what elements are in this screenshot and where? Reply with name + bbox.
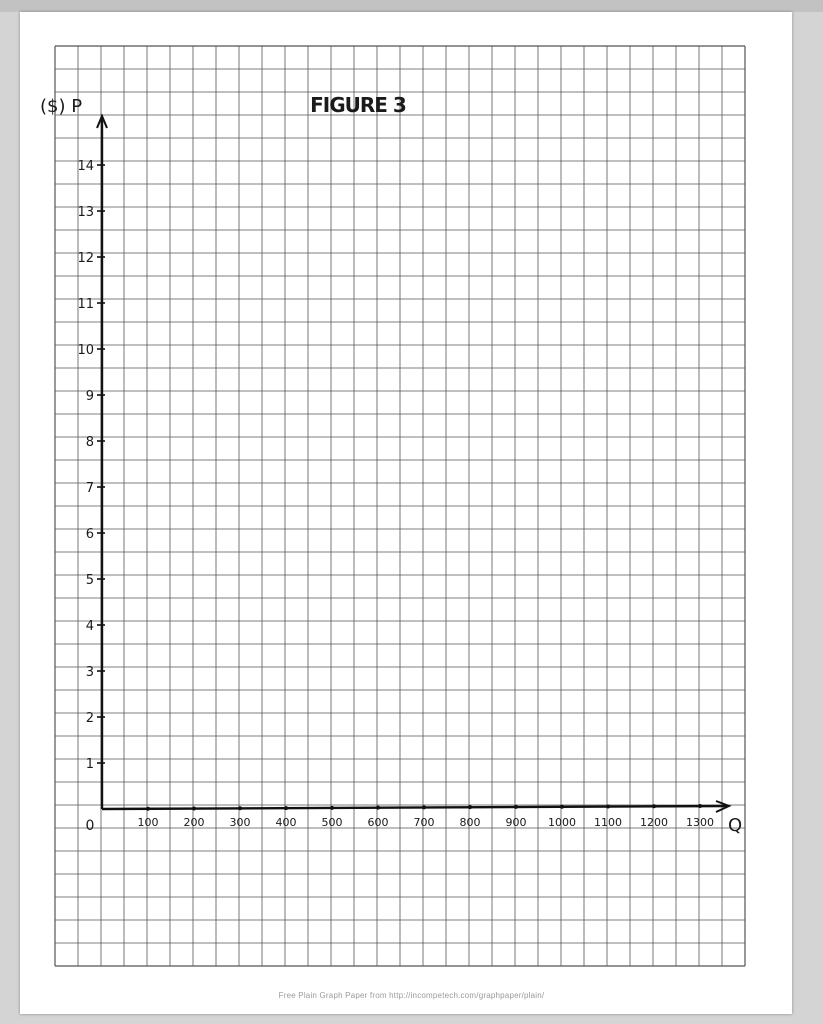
x-tick-label: 400 — [275, 816, 297, 829]
x-tick-mark — [146, 807, 150, 811]
y-tick-label: 11 — [77, 297, 94, 312]
x-tick-label: 800 — [459, 816, 481, 829]
y-tick-label: 3 — [85, 665, 94, 680]
x-tick-mark — [376, 806, 380, 810]
x-tick-label: 200 — [183, 816, 205, 829]
y-tick-label: 9 — [85, 389, 94, 404]
footer-credit: Free Plain Graph Paper from http://incompetech.com/graphpaper/plain/ — [278, 991, 545, 1000]
x-tick-mark — [652, 804, 656, 808]
x-tick-label: 1000 — [548, 816, 576, 829]
x-tick-mark — [698, 804, 702, 808]
x-tick-label: 1100 — [594, 816, 622, 829]
origin-label: 0 — [85, 818, 95, 834]
x-tick-mark — [422, 805, 426, 809]
x-tick-mark — [330, 806, 334, 810]
x-tick-mark — [514, 805, 518, 809]
axes — [97, 116, 729, 812]
y-tick-label: 13 — [77, 205, 94, 220]
y-tick-label: 14 — [77, 159, 94, 174]
x-tick-mark — [238, 806, 242, 810]
y-tick-label: 10 — [77, 343, 94, 358]
x-tick-label: 100 — [137, 816, 159, 829]
y-tick-label: 1 — [85, 757, 94, 772]
y-tick-label: 2 — [85, 711, 94, 726]
x-tick-mark — [284, 806, 288, 810]
y-tick-label: 7 — [85, 481, 94, 496]
x-tick-label: 1200 — [640, 816, 668, 829]
y-tick-label: 4 — [85, 619, 94, 634]
x-tick-label: 1300 — [686, 816, 714, 829]
x-tick-label: 600 — [367, 816, 389, 829]
y-tick-label: 6 — [85, 527, 94, 542]
x-tick-mark — [192, 807, 196, 811]
x-tick-mark — [468, 805, 472, 809]
y-tick-label: 8 — [85, 435, 94, 450]
x-tick-mark — [560, 805, 564, 809]
labels — [40, 93, 742, 836]
x-tick-label: 300 — [229, 816, 251, 829]
chart-title: FIGURE 3 — [310, 93, 406, 117]
tick-labels — [77, 159, 714, 829]
y-axis-label: ($) P — [40, 96, 83, 117]
y-tick-label: 5 — [85, 573, 94, 588]
x-tick-mark — [606, 804, 610, 808]
x-tick-label: 500 — [321, 816, 343, 829]
y-tick-label: 12 — [77, 251, 94, 266]
x-axis-label: Q — [728, 815, 743, 836]
x-tick-label: 900 — [505, 816, 527, 829]
x-tick-label: 700 — [413, 816, 435, 829]
